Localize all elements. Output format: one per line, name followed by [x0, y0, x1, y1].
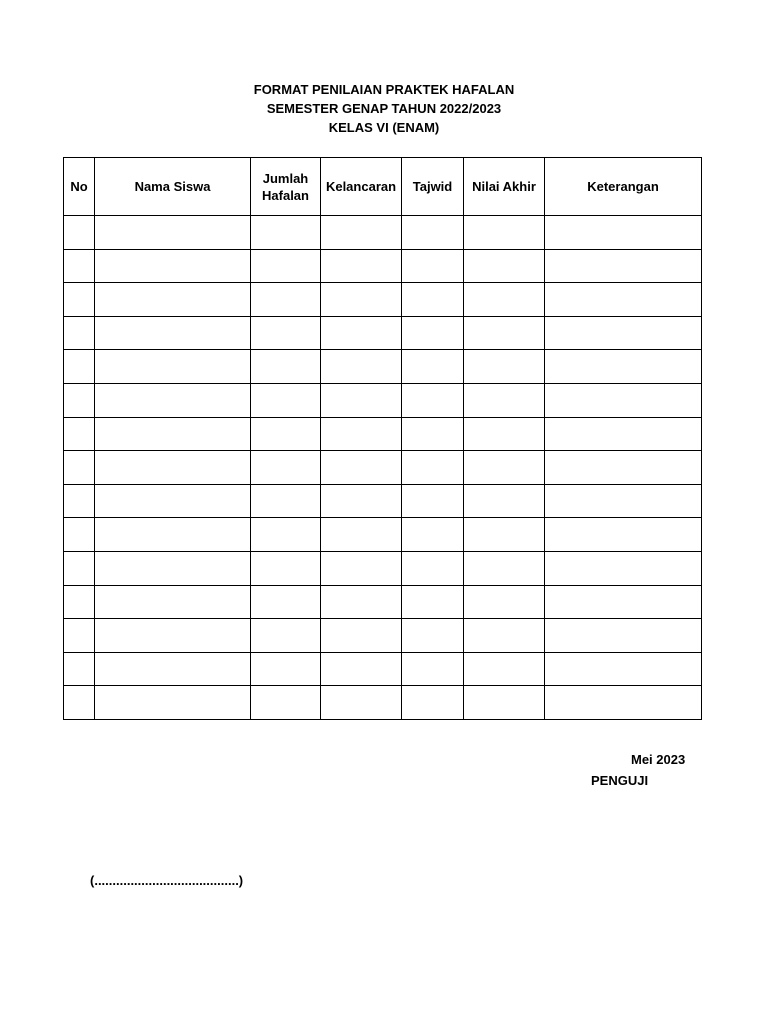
table-cell	[64, 383, 95, 417]
table-cell	[95, 652, 251, 686]
table-cell	[545, 283, 702, 317]
table-cell	[402, 383, 464, 417]
table-cell	[545, 216, 702, 250]
table-cell	[321, 417, 402, 451]
table-row	[64, 350, 702, 384]
table-cell	[64, 417, 95, 451]
table-cell	[402, 551, 464, 585]
table-cell	[402, 585, 464, 619]
table-cell	[251, 451, 321, 485]
table-cell	[251, 417, 321, 451]
table-cell	[321, 350, 402, 384]
table-cell	[402, 652, 464, 686]
table-row	[64, 518, 702, 552]
table-row	[64, 652, 702, 686]
table-cell	[545, 551, 702, 585]
assessment-table	[63, 157, 702, 720]
table-cell	[95, 451, 251, 485]
table-cell	[251, 652, 321, 686]
document-title-block	[0, 80, 768, 137]
table-cell	[321, 316, 402, 350]
table-cell	[64, 283, 95, 317]
table-header-row	[64, 158, 702, 216]
table-cell	[402, 283, 464, 317]
table-cell	[464, 216, 545, 250]
table-cell	[464, 350, 545, 384]
table-cell	[95, 350, 251, 384]
table-cell	[95, 518, 251, 552]
table-cell	[545, 350, 702, 384]
table-cell	[64, 451, 95, 485]
signature-placeholder: (........................................)	[90, 873, 244, 888]
table-cell	[64, 585, 95, 619]
table-cell	[321, 652, 402, 686]
table-cell	[402, 518, 464, 552]
table-row	[64, 283, 702, 317]
table-cell	[545, 686, 702, 720]
table-cell	[95, 249, 251, 283]
header-nilai-akhir: Nilai Akhir	[464, 158, 545, 216]
table-cell	[545, 249, 702, 283]
table-cell	[251, 249, 321, 283]
table-body	[64, 216, 702, 720]
class-line: KELAS VI (ENAM)	[328, 120, 440, 135]
table-cell	[321, 686, 402, 720]
table-cell	[64, 518, 95, 552]
date-label: Mei 2023	[631, 752, 686, 767]
table-cell	[545, 417, 702, 451]
document-title: FORMAT PENILAIAN PRAKTEK HAFALAN	[253, 82, 515, 97]
table-cell	[321, 451, 402, 485]
table-cell	[545, 451, 702, 485]
table-row	[64, 383, 702, 417]
table-cell	[64, 652, 95, 686]
table-cell	[321, 551, 402, 585]
semester-line: SEMESTER GENAP TAHUN 2022/2023	[266, 101, 502, 116]
table-cell	[95, 551, 251, 585]
table-cell	[321, 383, 402, 417]
table-cell	[64, 316, 95, 350]
table-cell	[251, 283, 321, 317]
table-cell	[464, 316, 545, 350]
table-cell	[251, 316, 321, 350]
table-cell	[95, 417, 251, 451]
header-tajwid: Tajwid	[402, 158, 464, 216]
examiner-label: PENGUJI	[591, 773, 649, 788]
table-cell	[321, 216, 402, 250]
table-cell	[464, 249, 545, 283]
table-row	[64, 417, 702, 451]
table-cell	[545, 518, 702, 552]
table-cell	[95, 316, 251, 350]
table-cell	[545, 316, 702, 350]
table-row	[64, 551, 702, 585]
table-cell	[464, 585, 545, 619]
table-cell	[251, 484, 321, 518]
table-cell	[464, 551, 545, 585]
table-cell	[464, 283, 545, 317]
table-cell	[402, 216, 464, 250]
table-cell	[402, 484, 464, 518]
table-cell	[251, 551, 321, 585]
header-jumlah-hafalan: Jumlah Hafalan	[251, 158, 321, 216]
table-cell	[251, 619, 321, 653]
table-cell	[64, 686, 95, 720]
table-cell	[95, 283, 251, 317]
table-cell	[402, 619, 464, 653]
table-cell	[321, 619, 402, 653]
table-cell	[251, 686, 321, 720]
header-no: No	[64, 158, 95, 216]
table-cell	[251, 518, 321, 552]
table-cell	[464, 518, 545, 552]
table-cell	[321, 518, 402, 552]
table-cell	[545, 619, 702, 653]
table-cell	[545, 484, 702, 518]
table-cell	[251, 350, 321, 384]
table-cell	[464, 451, 545, 485]
table-cell	[95, 383, 251, 417]
table-cell	[402, 350, 464, 384]
table-cell	[402, 249, 464, 283]
table-row	[64, 249, 702, 283]
table-cell	[545, 585, 702, 619]
table-cell	[464, 686, 545, 720]
table-cell	[95, 585, 251, 619]
table-cell	[402, 316, 464, 350]
table-cell	[402, 451, 464, 485]
table-cell	[545, 652, 702, 686]
table-cell	[64, 216, 95, 250]
header-nama-siswa: Nama Siswa	[95, 158, 251, 216]
table-cell	[464, 383, 545, 417]
table-cell	[64, 484, 95, 518]
table-row	[64, 619, 702, 653]
header-keterangan: Keterangan	[545, 158, 702, 216]
table-cell	[321, 283, 402, 317]
table-cell	[402, 417, 464, 451]
table-row	[64, 316, 702, 350]
table-cell	[64, 551, 95, 585]
table-row	[64, 484, 702, 518]
table-cell	[321, 484, 402, 518]
table-row	[64, 585, 702, 619]
table-cell	[64, 350, 95, 384]
table-cell	[464, 417, 545, 451]
table-cell	[95, 619, 251, 653]
table-cell	[545, 383, 702, 417]
table-cell	[64, 249, 95, 283]
table-cell	[464, 619, 545, 653]
table-cell	[95, 484, 251, 518]
table-cell	[64, 619, 95, 653]
table-row	[64, 216, 702, 250]
table-cell	[321, 585, 402, 619]
table-row	[64, 686, 702, 720]
table-cell	[321, 249, 402, 283]
header-kelancaran: Kelancaran	[321, 158, 402, 216]
table-cell	[95, 686, 251, 720]
table-row	[64, 451, 702, 485]
table-cell	[251, 383, 321, 417]
table-cell	[464, 484, 545, 518]
table-cell	[251, 216, 321, 250]
table-cell	[464, 652, 545, 686]
table-cell	[95, 216, 251, 250]
table-cell	[402, 686, 464, 720]
table-cell	[251, 585, 321, 619]
